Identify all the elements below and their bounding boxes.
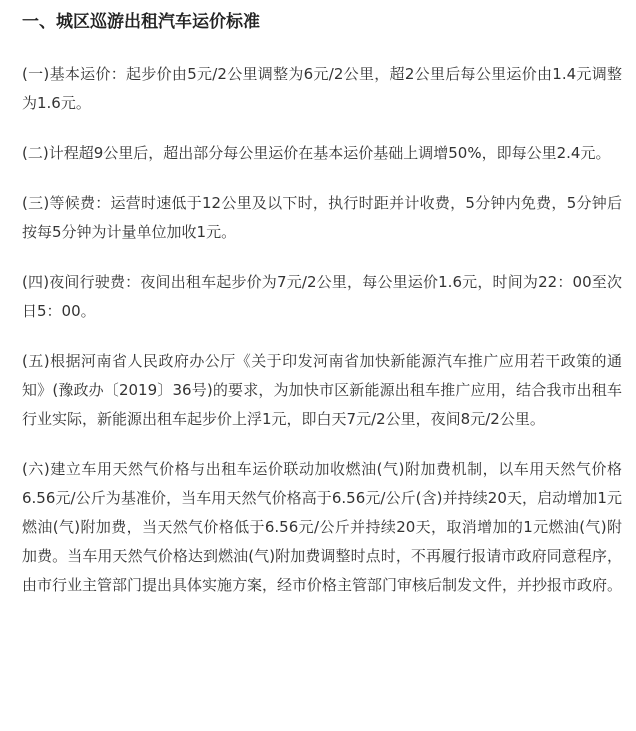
article-heading: 一、城区巡游出租汽车运价标准 <box>22 12 260 32</box>
paragraph-new-energy: (五)根据河南省人民政府办公厅《关于印发河南省加快新能源汽车推广应用若干政策的通知》(豫政办〔2019〕36号)的要求，为加快市区新能源出租车推广应用，结合我市出租车行业实际，新能源出租车起步价上浮1元，即白天7元/2公里，夜间8元/2公里。 <box>22 352 622 428</box>
paragraph-fuel-surcharge: (六)建立车用天然气价格与出租车运价联动加收燃油(气)附加费机制，以车用天然气价格6.56元/公斤为基准价，当车用天然气价格高于6.56元/公斤(含)并持续20天，启动增加1元燃油(气)附加费，当天然气价格低于6.56元/公斤并持续20天，取消增加的1元燃油(气)附加费。当车用天然气价格达到燃油(气)附加费调整时点时，不再履行报请市政府同意程序，由市行业主管部门提出具体实施方案，经市价格主管部门审核后制发文件，并抄报市政府。 <box>22 460 623 594</box>
paragraph-base-fare: (一)基本运价：起步价由5元/2公里调整为6元/2公里，超2公里后每公里运价由1.4元调整为1.6元。 <box>22 65 622 112</box>
paragraph-long-distance: (二)计程超9公里后，超出部分每公里运价在基本运价基础上调增50%，即每公里2.4元。 <box>22 144 611 162</box>
paragraph-waiting-fee: (三)等候费：运营时速低于12公里及以下时，执行时距并计收费，5分钟内免费，5分钟后按每5分钟为计量单位加收1元。 <box>22 194 622 241</box>
paragraph-night-fee: (四)夜间行驶费：夜间出租车起步价为7元/2公里，每公里运价1.6元，时间为22：00至次日5：00。 <box>22 273 622 320</box>
